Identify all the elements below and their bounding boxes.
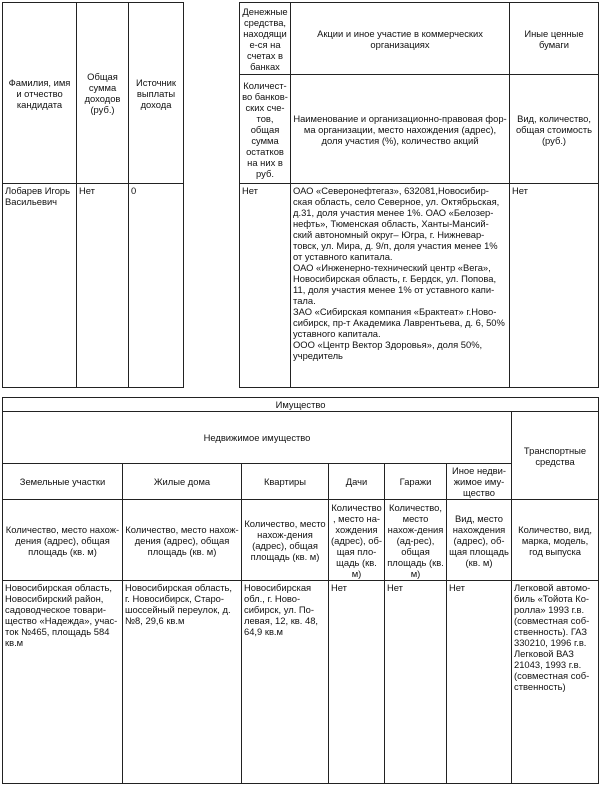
sub-dachas: Количество, место на-хождения (адрес), об-щая пло-щадь (кв. м): [329, 500, 385, 581]
col-other: Иное недви-жимое иму-щество: [447, 464, 512, 500]
header-source: Источник выплаты дохода: [129, 3, 184, 184]
cell-income: Нет: [77, 184, 129, 388]
col-dachas: Дачи: [329, 464, 385, 500]
cell-bank: Нет: [240, 184, 291, 388]
shares-paragraph: ЗАО «Сибирская компания «Брактеат» г.Ново-сибирск, пр-т Академика Лаврентьева, д. 6, 50% уставного капитала.: [293, 306, 505, 339]
cell-land: Новосибирская область, Новосибирский район, садоводческое товари-щество «Надежда», учас-ток №465, площадь 584 кв.м: [3, 581, 123, 784]
shares-paragraph: ОАО «Северонефтегаз», 632081,Новосибир-ская область, село Северное, ул. Октябрьская, д.31, доля участия менее 1%. ОАО «Белозер-нефть», Тюменская область, Ханты-Мансий-ский автономный округ– Югра, г. Нижневар-товск, ул. Мира, д. 9/п, доля участия менее 1% от уставного капитала.: [293, 185, 500, 262]
header-bank-funds: Денежные средства, находящие-ся на счетах в банках: [240, 3, 291, 75]
subheader-securities: Вид, количество, общая стоимость (руб.): [510, 75, 599, 184]
cell-garages: Нет: [385, 581, 447, 784]
cell-dachas: Нет: [329, 581, 385, 784]
subheader-bank: Количест-во банков-ских сче-тов, общая сумма остатков на них в руб.: [240, 75, 291, 184]
cell-transport: Легковой автомо-биль «Тойота Ко-ролла» 1993 г.в. (совместная соб-ственность). ГАЗ 330210, 1996 г.в. Легковой ВАЗ 21043, 1993 г.в. (совместная соб-ственность): [512, 581, 599, 784]
sub-transport: Количество, вид, марка, модель, год выпуска: [512, 500, 599, 581]
header-shares: Акции и иное участие в коммерческих организациях: [291, 3, 510, 75]
subheader-shares: Наименование и организационно-правовая фор-ма организации, место нахождения (адрес), доля участия (%), количество акций: [291, 75, 510, 184]
sub-land: Количество, место нахож-дения (адрес), общая площадь (кв. м): [3, 500, 123, 581]
transport-header: Транспортные средства: [512, 412, 599, 500]
col-garages: Гаражи: [385, 464, 447, 500]
assets-table: [239, 2, 599, 388]
cell-source: 0: [129, 184, 184, 388]
cell-shares: [291, 184, 510, 388]
property-title: Имущество: [3, 398, 599, 412]
cell-name: Лобарев Игорь Васильевич: [3, 184, 77, 388]
col-land: Земельные участки: [3, 464, 123, 500]
sub-garages: Количество, место нахож-дения (ад-рес), общая площадь (кв. м): [385, 500, 447, 581]
sub-houses: Количество, место нахож-дения (адрес), общая площадь (кв. м): [123, 500, 242, 581]
candidate-table: [2, 2, 184, 388]
header-income: Общая сумма доходов (руб.): [77, 3, 129, 184]
cell-flats: Новосибирская обл., г. Ново-сибирск, ул. По-левая, 12, кв. 48, 64,9 кв.м: [242, 581, 329, 784]
header-name: Фамилия, имя и отчество кандидата: [3, 3, 77, 184]
sub-other: Вид, место нахождения (адрес), об-щая площадь (кв. м): [447, 500, 512, 581]
col-houses: Жилые дома: [123, 464, 242, 500]
cell-securities: Нет: [510, 184, 599, 388]
cell-houses: Новосибирская область, г. Новосибирск, Старо-шоссейный переулок, д. №8, 29,6 кв.м: [123, 581, 242, 784]
header-securities: Иные ценные бумаги: [510, 3, 599, 75]
sub-flats: Количество, место нахож-дения (адрес), общая площадь (кв. м): [242, 500, 329, 581]
shares-paragraph: ООО «Центр Вектор Здоровья», доля 50%, учредитель: [293, 339, 483, 361]
real-estate-header: Недвижимое имущество: [3, 412, 512, 464]
shares-paragraph: ОАО «Инженерно-технический центр «Вега», Новосибирская область, г. Бердск, ул. Попова, 11, доля участия менее 1% от уставного капи-тала.: [293, 262, 497, 306]
property-table: [2, 397, 599, 784]
cell-other: Нет: [447, 581, 512, 784]
col-flats: Квартиры: [242, 464, 329, 500]
